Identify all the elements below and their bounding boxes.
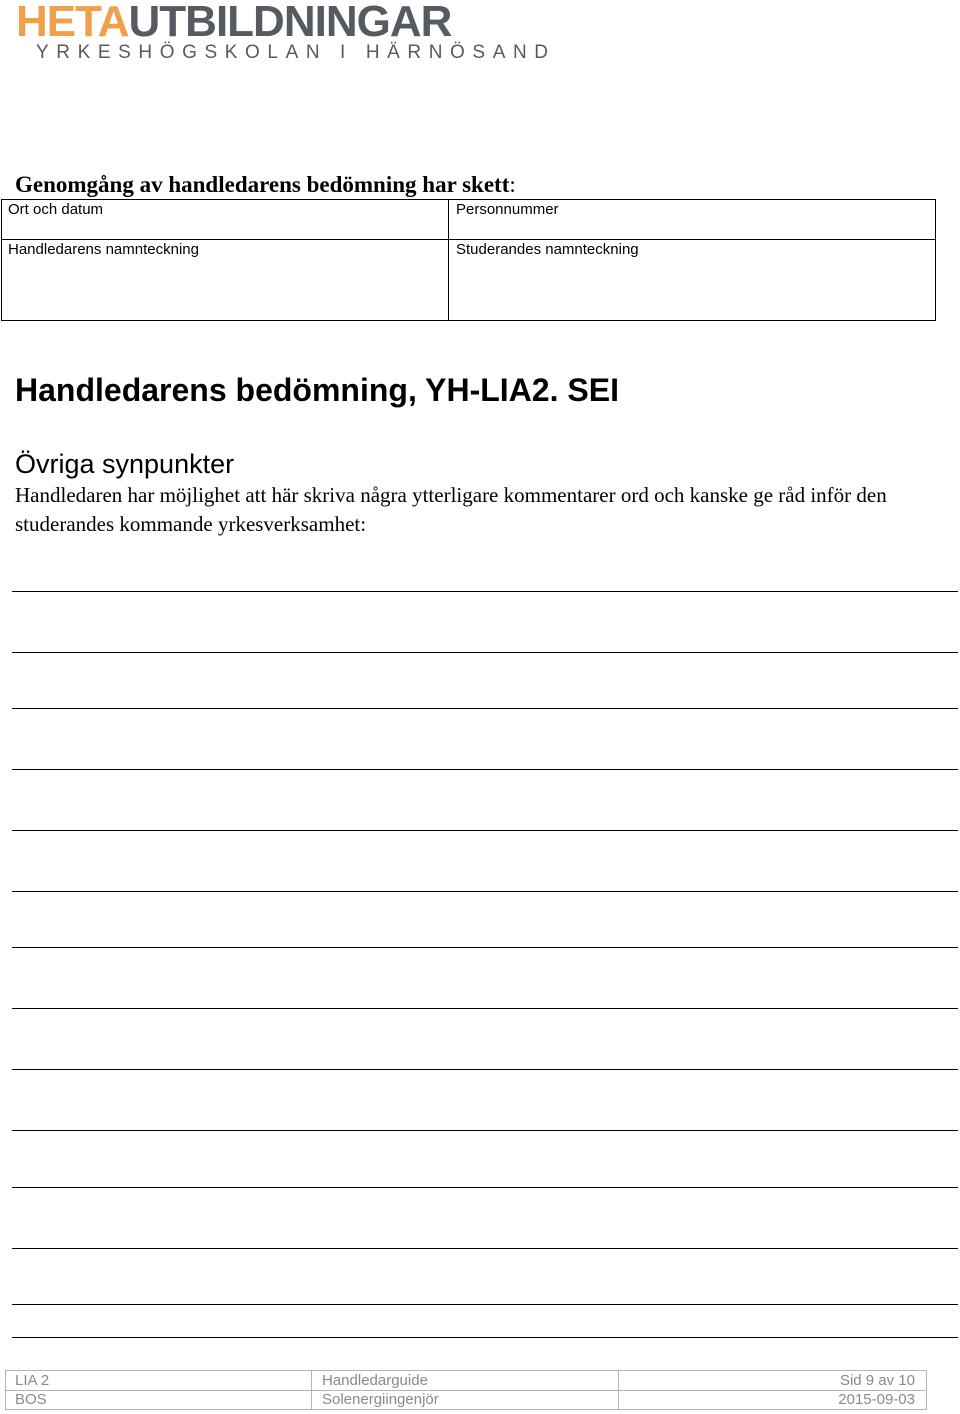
comment-line[interactable] xyxy=(12,652,958,653)
review-heading-colon: : xyxy=(509,172,516,197)
supervisor-signature-field[interactable]: Handledarens namnteckning xyxy=(8,241,199,258)
personal-number-field[interactable]: Personnummer xyxy=(456,201,559,218)
comments-intro: Handledaren har möjlighet att här skriva några ytterligare kommentarer ord och kanske ge råd inför den studerandes kommande yrkesverksamhet: xyxy=(15,483,887,536)
footer-document: Handledarguide xyxy=(322,1372,428,1389)
comments-heading: Övriga synpunkter xyxy=(15,449,235,479)
comment-line[interactable] xyxy=(12,769,958,770)
table-divider-vertical xyxy=(448,200,449,320)
comment-line[interactable] xyxy=(12,1304,958,1305)
comment-line[interactable] xyxy=(12,1069,958,1070)
page-title: Handledarens bedömning, YH-LIA2. SEI xyxy=(15,372,619,408)
logo-accent-text: HETA xyxy=(16,0,129,46)
student-signature-field[interactable]: Studerandes namnteckning xyxy=(456,241,639,258)
table-divider-horizontal xyxy=(2,239,935,240)
comment-line[interactable] xyxy=(12,1130,958,1131)
review-heading xyxy=(15,172,516,198)
footer-divider xyxy=(6,1390,926,1391)
footer-course: LIA 2 xyxy=(15,1372,50,1389)
footer-page-number: Sid 9 av 10 xyxy=(839,1372,915,1389)
comment-line[interactable] xyxy=(12,591,958,592)
footer-date: 2015-09-03 xyxy=(838,1391,915,1408)
review-heading-text: Genomgång av handledarens bedömning har skett xyxy=(15,172,510,197)
footer-department: BOS xyxy=(15,1391,47,1408)
comment-line[interactable] xyxy=(12,947,958,948)
logo-wordmark xyxy=(16,0,451,44)
organization-logo xyxy=(12,0,556,70)
page-footer xyxy=(5,1370,927,1410)
comment-line[interactable] xyxy=(12,830,958,831)
comment-line[interactable] xyxy=(12,1337,958,1338)
comment-line[interactable] xyxy=(12,1248,958,1249)
place-date-field[interactable]: Ort och datum xyxy=(8,201,104,218)
comment-line[interactable] xyxy=(12,708,958,709)
signature-table xyxy=(1,199,936,321)
comment-line[interactable] xyxy=(12,891,958,892)
footer-program: Solenergiingenjör xyxy=(322,1391,439,1408)
comment-line[interactable] xyxy=(12,1008,958,1009)
logo-subtitle: YRKESHÖGSKOLAN I HÄRNÖSAND xyxy=(36,42,556,63)
comment-line[interactable] xyxy=(12,1187,958,1188)
logo-main-text: UTBILDNINGAR xyxy=(128,0,452,46)
